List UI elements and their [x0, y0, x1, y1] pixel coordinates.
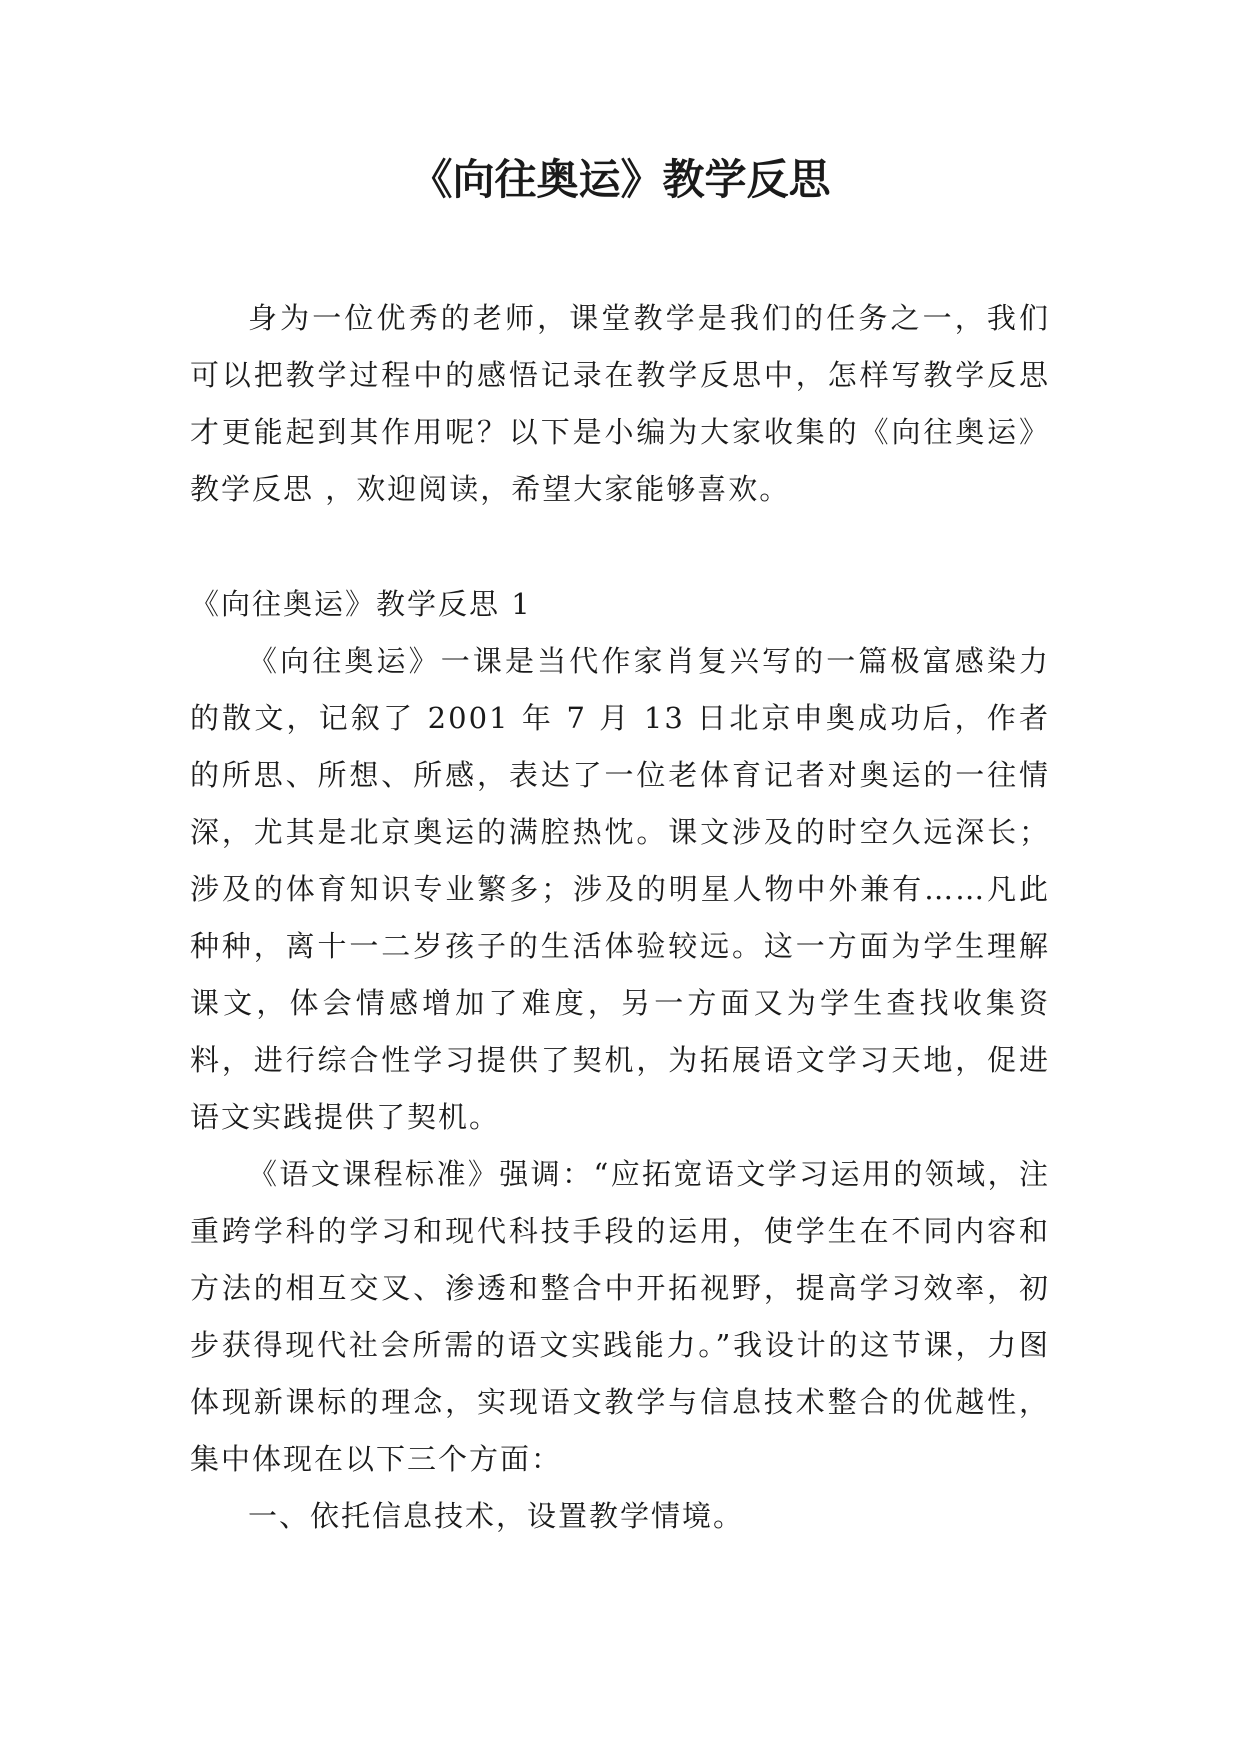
body-paragraph: 一、依托信息技术，设置教学情境。 [248, 1499, 745, 1533]
intro-paragraph: 身为一位优秀的老师，课堂教学是我们的任务之一，我们可以把教学过程中的感悟记录在教学反思中，怎样写教学反思才更能起到其作用呢？以下是小编为大家收集的《向往奥运》教学反思 ，欢迎阅读，希望大家能够喜欢。 [190, 301, 1050, 506]
section-heading: 《向往奥运》教学反思 1 [190, 587, 532, 621]
document-title: 《向往奥运》教学反思 [410, 155, 831, 204]
body-paragraph: 《语文课程标准》强调：“应拓宽语文学习运用的领域，注重跨学科的学习和现代科技手段的运用，使学生在不同内容和方法的相互交叉、渗透和整合中开拓视野，提高学习效率，初步获得现代社会所需的语文实践能力。”我设计的这节课，力图体现新课标的理念，实现语文教学与信息技术整合的优越性，集中体现在以下三个方面： [190, 1157, 1050, 1476]
body-paragraph: 《向往奥运》一课是当代作家肖复兴写的一篇极富感染力的散文，记叙了 2001 年 7 月 13 日北京申奥成功后，作者的所思、所想、所感，表达了一位老体育记者对奥运的一往情深，尤其是北京奥运的满腔热忱。课文涉及的时空久远深长；涉及的体育知识专业繁多；涉及的明星人物中外兼有……凡此种种，离十一二岁孩子的生活体验较远。这一方面为学生理解课文，体会情感增加了难度，另一方面又为学生查找收集资料，进行综合性学习提供了契机，为拓展语文学习天地，促进语文实践提供了契机。 [190, 644, 1050, 1134]
document-body [190, 290, 1050, 1545]
